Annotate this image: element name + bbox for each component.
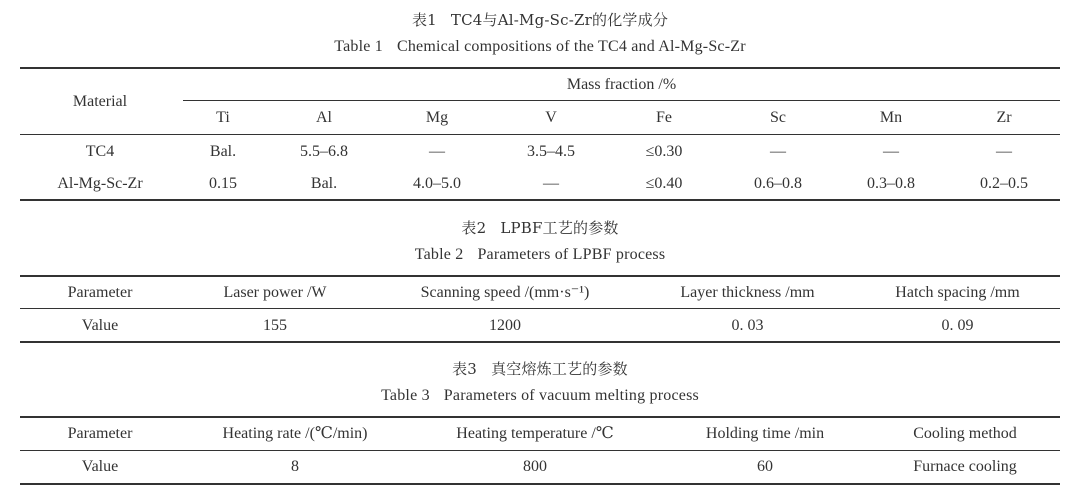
table2-header-hatch-spacing: Hatch spacing /mm xyxy=(895,284,1020,301)
table2-caption-cn xyxy=(0,218,1080,238)
table2-caption-en-number: Table 2 xyxy=(414,246,464,263)
table1-row-almgsczr-mn: 0.3–0.8 xyxy=(867,175,915,192)
table1-caption-cn-text: TC4与Al-Mg-Sc-Zr的化学成分 xyxy=(450,11,669,29)
table2-value-hatch-spacing: 0. 09 xyxy=(941,317,974,334)
table1-header-rule xyxy=(20,134,1060,135)
table1-header-mass-fraction: Mass fraction /% xyxy=(566,76,677,93)
table1-row-almgsczr-sc: 0.6–0.8 xyxy=(754,175,802,192)
table3-header-parameter: Parameter xyxy=(67,425,133,442)
table3-header-rule xyxy=(20,450,1060,451)
table2-header-rule xyxy=(20,308,1060,309)
table1-caption-en xyxy=(0,37,1080,57)
table1-row-tc4-mg: — xyxy=(429,143,445,160)
table3-value-label: Value xyxy=(81,458,119,475)
table1-top-rule xyxy=(20,67,1060,69)
table3-value-holding-time: 60 xyxy=(757,458,773,475)
table2-header-parameter: Parameter xyxy=(67,284,133,301)
table1-header-material: Material xyxy=(72,93,128,110)
table1-element-mn: Mn xyxy=(879,109,903,126)
table2-value-layer-thickness: 0. 03 xyxy=(731,317,764,334)
table1-element-ti: Ti xyxy=(216,109,230,126)
table3-caption-cn-number: 表3 xyxy=(452,360,478,378)
table3-bottom-rule xyxy=(20,483,1060,485)
table1-caption-en-text: Chemical compositions of the TC4 and Al-Mg-Sc-Zr xyxy=(396,38,746,55)
table3-top-rule xyxy=(20,416,1060,418)
table2-header-scanning-speed: Scanning speed /(mm·s⁻¹) xyxy=(420,284,590,301)
table3-value-heating-temperature: 800 xyxy=(523,458,547,475)
table2-header-layer-thickness: Layer thickness /mm xyxy=(680,284,815,301)
table2-bottom-rule xyxy=(20,341,1060,343)
table2-value-label: Value xyxy=(81,317,119,334)
table1-row-tc4-material: TC4 xyxy=(85,143,115,160)
table2-caption-cn-text: LPBF工艺的参数 xyxy=(500,219,619,237)
table3-caption-cn xyxy=(0,359,1080,379)
table1-caption-en-number: Table 1 xyxy=(334,38,383,55)
table1-row-tc4-v: 3.5–4.5 xyxy=(527,143,575,160)
table1-row-almgsczr-v: — xyxy=(543,175,559,192)
table1-element-fe: Fe xyxy=(656,109,672,126)
table3-value-heating-rate: 8 xyxy=(291,458,299,475)
table1-row-almgsczr-mg: 4.0–5.0 xyxy=(413,175,461,192)
table3-header-heating-temperature: Heating temperature /℃ xyxy=(456,425,614,442)
table3-caption-cn-text: 真空熔炼工艺的参数 xyxy=(491,360,628,378)
table2-header-laser-power: Laser power /W xyxy=(223,284,327,301)
table1-row-tc4-fe: ≤0.30 xyxy=(645,143,683,160)
table1-element-sc: Sc xyxy=(770,109,786,126)
table1-element-zr: Zr xyxy=(996,109,1012,126)
table1-element-al: Al xyxy=(316,109,332,126)
table1-caption-cn xyxy=(0,10,1080,30)
table1-row-tc4-ti: Bal. xyxy=(209,143,237,160)
table3-header-heating-rate: Heating rate /(℃/min) xyxy=(222,425,368,442)
table3-header-cooling-method: Cooling method xyxy=(913,425,1017,442)
table2-caption-cn-number: 表2 xyxy=(461,219,487,237)
table1-group-rule xyxy=(183,100,1060,101)
table2-value-scanning-speed: 1200 xyxy=(489,317,521,334)
table1-caption-cn-number: 表1 xyxy=(411,11,437,29)
table1-row-tc4-sc: — xyxy=(770,143,786,160)
table3-value-cooling-method: Furnace cooling xyxy=(913,458,1017,475)
table1-bottom-rule xyxy=(20,199,1060,201)
table1-row-tc4-al: 5.5–6.8 xyxy=(300,143,348,160)
table1-row-almgsczr-al: Bal. xyxy=(310,175,338,192)
table1-row-almgsczr-zr: 0.2–0.5 xyxy=(980,175,1028,192)
table1-element-v: V xyxy=(545,109,557,126)
table1-row-almgsczr-material: Al-Mg-Sc-Zr xyxy=(57,175,143,192)
table3-header-holding-time: Holding time /min xyxy=(705,425,825,442)
table1-row-tc4-mn: — xyxy=(883,143,899,160)
table2-caption-en-text: Parameters of LPBF process xyxy=(477,246,666,263)
table3-caption-en-text: Parameters of vacuum melting process xyxy=(443,387,699,404)
table2-value-laser-power: 155 xyxy=(263,317,287,334)
table1-row-almgsczr-fe: ≤0.40 xyxy=(645,175,683,192)
table3-caption-en xyxy=(0,386,1080,406)
table1-element-mg: Mg xyxy=(425,109,449,126)
table1-row-almgsczr-ti: 0.15 xyxy=(209,175,237,192)
table3-caption-en-number: Table 3 xyxy=(381,387,430,404)
table2-caption-en xyxy=(0,245,1080,265)
table1-row-tc4-zr: — xyxy=(996,143,1012,160)
table2-top-rule xyxy=(20,275,1060,277)
